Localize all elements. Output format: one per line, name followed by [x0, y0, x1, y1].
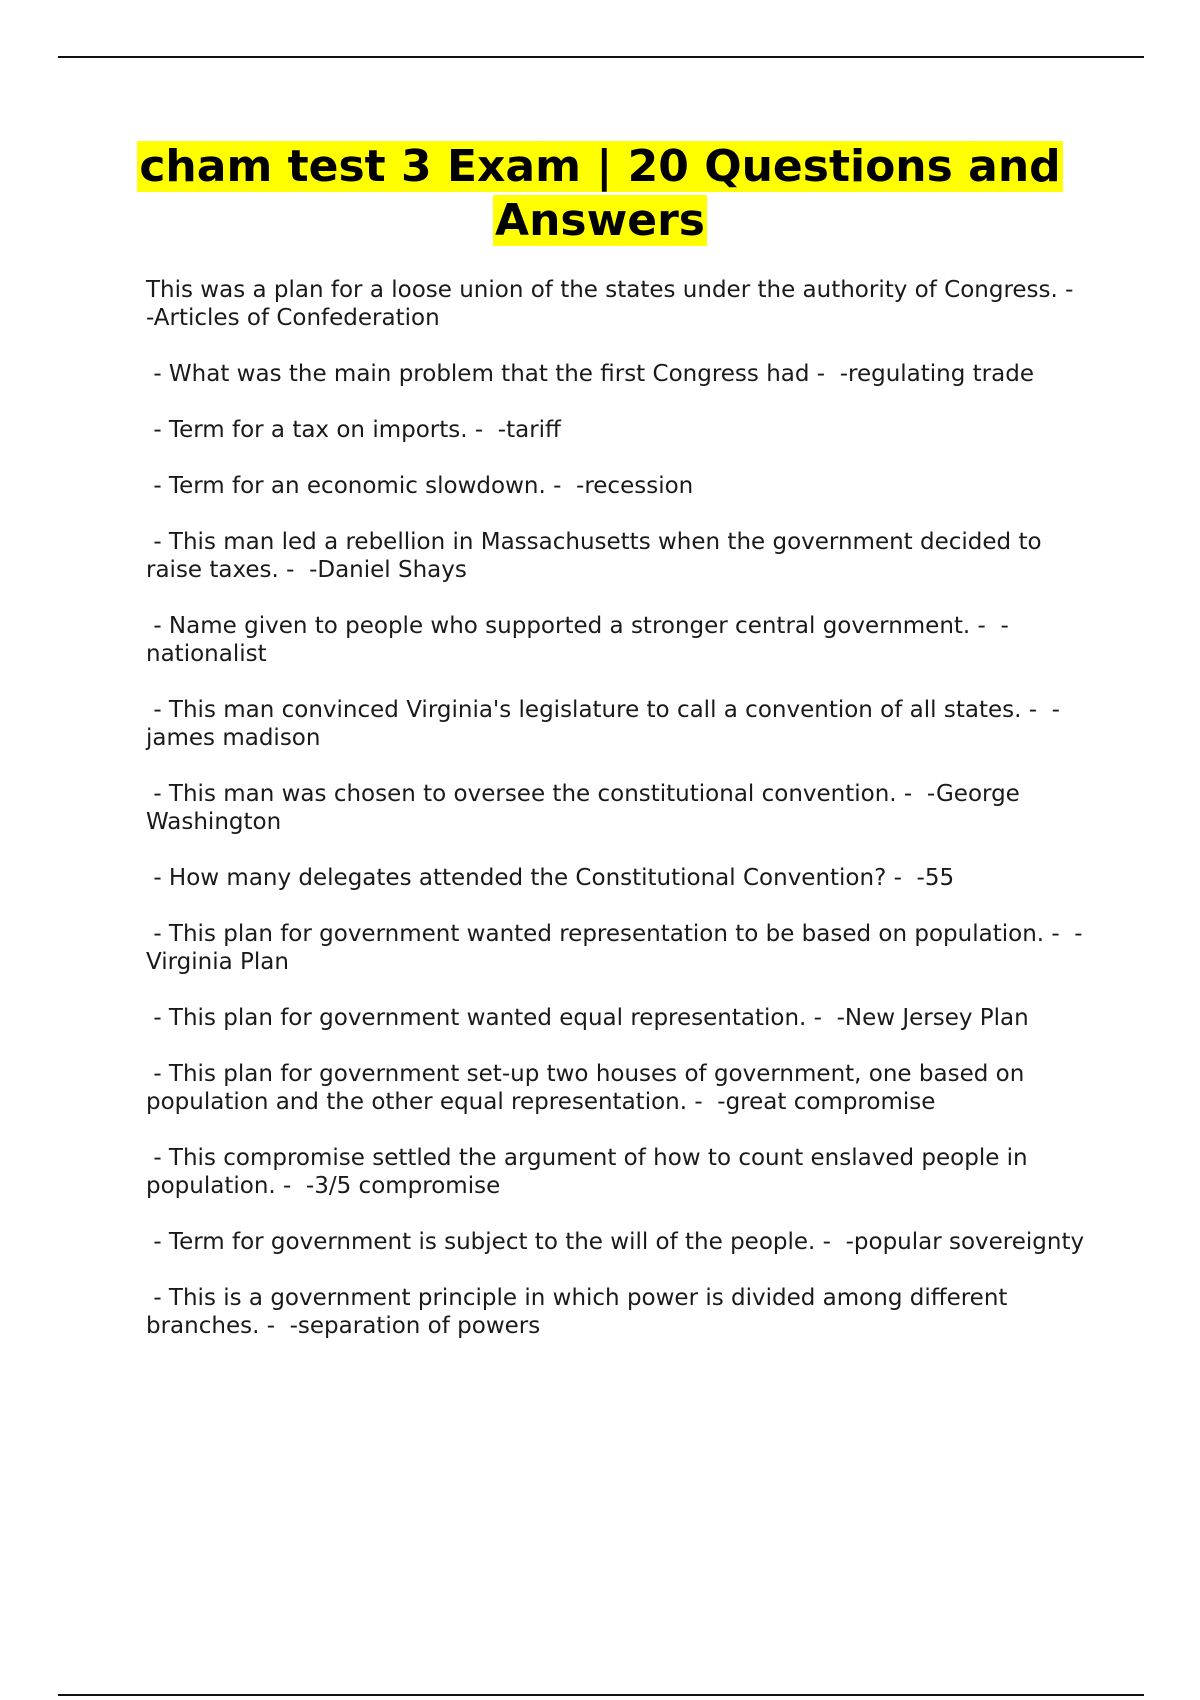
qa-item: - This plan for government wanted equal representation. - -New Jersey Plan [146, 1005, 1029, 1031]
qa-item: - Term for government is subject to the will of the people. - -popular sovereignty [146, 1229, 1085, 1255]
header-rule [58, 56, 1144, 58]
qa-item: - This is a government principle in which power is divided among different branches. - -separation of powers [146, 1285, 1015, 1339]
qa-item: - This man convinced Virginia's legislature to call a convention of all states. - -james madison [146, 697, 1060, 751]
qa-item: - This compromise settled the argument of how to count enslaved people in population. - -3/5 compromise [146, 1145, 1035, 1199]
document-title [100, 140, 1100, 248]
qa-item: This was a plan for a loose union of the states under the authority of Congress. - -Articles of Confederation [146, 277, 1089, 331]
qa-item: - Term for a tax on imports. - -tariff [146, 417, 561, 443]
qa-item: - How many delegates attended the Constitutional Convention? - -55 [146, 865, 955, 891]
qa-item: - Name given to people who supported a stronger central government. - -nationalist [146, 613, 1009, 667]
qa-item: - This plan for government set-up two houses of government, one based on population and the other equal representation. - -great compromise [146, 1061, 1032, 1115]
qa-list [146, 276, 1096, 1368]
qa-item: - This plan for government wanted representation to be based on population. - -Virginia Plan [146, 921, 1083, 975]
qa-item: - This man was chosen to oversee the constitutional convention. - -George Washington [146, 781, 1028, 835]
title-block [100, 140, 1100, 248]
document-title-text: cham test 3 Exam | 20 Questions and Answers [139, 141, 1061, 246]
qa-item: - This man led a rebellion in Massachusetts when the government decided to raise taxes. - -Daniel Shays [146, 529, 1049, 583]
qa-item: - Term for an economic slowdown. - -recession [146, 473, 694, 499]
qa-item: - What was the main problem that the first Congress had - -regulating trade [146, 361, 1034, 387]
footer-rule [58, 1694, 1144, 1696]
